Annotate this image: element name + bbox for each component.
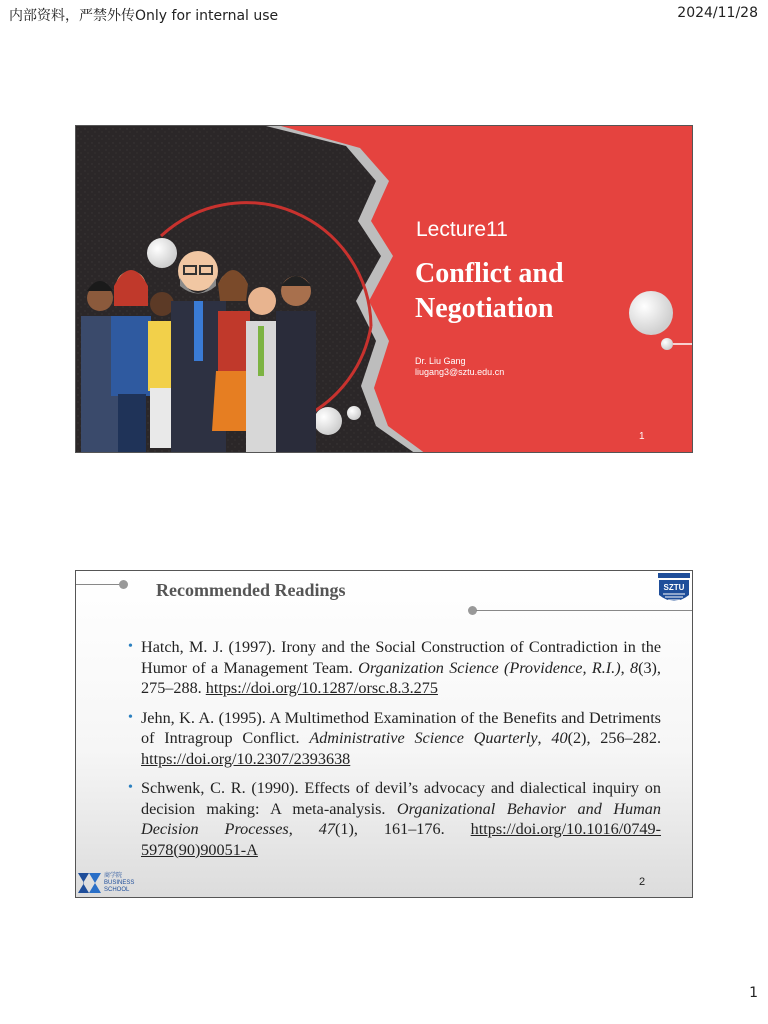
title-line-2: Negotiation	[415, 293, 554, 324]
reading-list	[128, 637, 661, 869]
bullet-icon: •	[128, 780, 133, 795]
slide-1-title	[75, 125, 693, 453]
decor-dot-left	[119, 580, 128, 589]
page-number: 1	[749, 985, 758, 1001]
doi-link-3[interactable]: https://doi.org/10.1016/0749-5978(90)90051-A	[141, 820, 662, 859]
decor-line-right	[476, 610, 693, 611]
author-name: Dr. Liu Gang	[415, 356, 466, 366]
lecture-number: Lecture11	[416, 218, 508, 241]
header-date: 2024/11/28	[677, 5, 758, 21]
business-school-label: 商学院 BUSINESS SCHOOL	[104, 873, 135, 893]
confidential-header: 内部资料，严禁外传Only for internal use	[9, 8, 279, 24]
bullet-icon: •	[128, 709, 133, 725]
reading-item-2: • Jehn, K. A. (1995). A Multimethod Examination of the Benefits and Detriments of Intragroup Conflict. Administrative Science Quarterly, 40(2), 256–282. https://doi.org/10.2307/2393638	[128, 708, 662, 768]
title-line-1: Conflict and	[415, 258, 564, 289]
bullet-icon: •	[128, 639, 133, 654]
slide-number: 2	[639, 876, 646, 888]
reading-item-1: • Hatch, M. J. (1997). Irony and the Social Construction of Contradiction in the Humor of a Management Team. Organization Science (Providence, R.I.), 8(3), 275–288. https://doi.org/10.1287/orsc.8.3.275	[128, 638, 661, 697]
svg-text:SZTU: SZTU	[663, 583, 685, 592]
sztu-logo-icon	[658, 573, 690, 607]
doi-link-1[interactable]: https://doi.org/10.1287/orsc.8.3.275	[205, 679, 438, 697]
reading-item-3: • Schwenk, C. R. (1990). Effects of devil’s advocacy and dialectical inquiry on decision making: A meta-analysis. Organizational Behavior and Human Decision Processes, 47(1), 161–176. https://doi.org/10.1016/0749-5978(90)90051-A	[128, 779, 662, 859]
slide-number: 1	[639, 431, 645, 442]
slide-1-title-text	[415, 256, 675, 326]
author-block	[415, 356, 504, 378]
slide-2-readings	[75, 570, 693, 898]
doi-link-2[interactable]: https://doi.org/10.2307/2393638	[141, 749, 351, 768]
slide-2-title: Recommended Readings	[156, 580, 346, 600]
decor-line-left	[76, 584, 122, 585]
author-email: liugang3@sztu.edu.cn	[415, 367, 505, 377]
